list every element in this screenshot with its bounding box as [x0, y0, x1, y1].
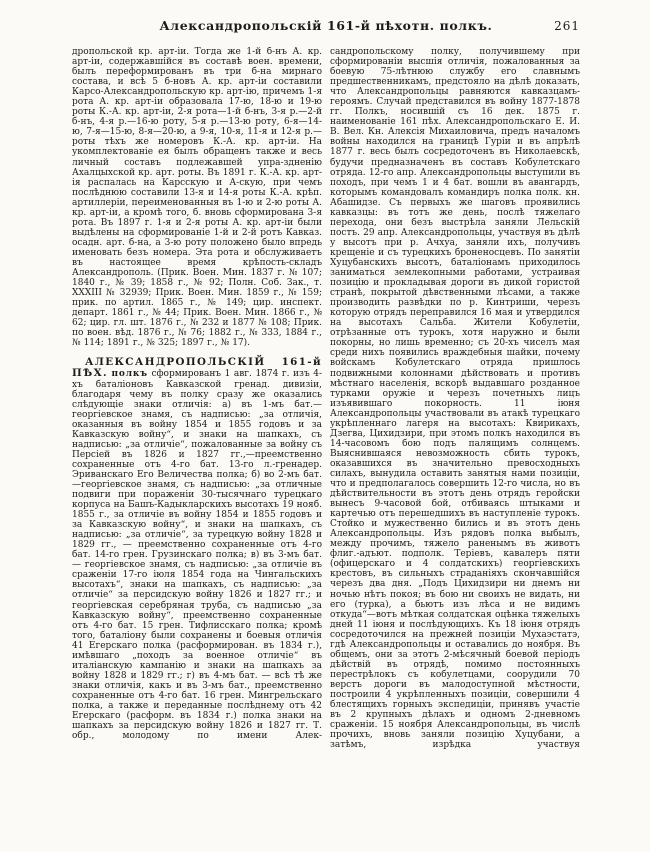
article-body-left: сформированъ 1 авг. 1874 г. изъ 4-хъ баталіоновъ Кавказской гренад. дивизіи, благодаря чему въ полку сразу же оказались слѣдующіе знаки отличія: а) въ 1-мъ бат.—георгіевское знамя, съ надписью: „за отличія, оказанныя въ войну 1854 и 1855 годовъ и за Кавказскую войну“, и знаки на шапкахъ, съ надписью: „за отличіе“, пожалованные за войну съ Персіей въ 1826 и 1827 гг.,—преемственно сохраненные отъ 4-го бат. 13-го л.-гренадер. Эриванскаго Его Величества полка; б) во 2-мъ бат.—георгіевское знамя, съ надписью: „за отличные подвиги при пораженіи 30-тысячнаго турецкаго корпуса на Башъ-Кадыкларскихъ высотахъ 19 нояб. 1855 г., за отличіе въ войну 1854 и 1855 годовъ и за Кавказскую войну“, и знаки на шапкахъ, съ надписью: „за отличіе“, за турецкую войну 1828 и 1829 гг., — преемственно сохраненные отъ 4-го бат. 14-го грен. Грузинскаго полка; в) въ 3-мъ бат. — георгіевское знамя, съ надписью: „за отличіе въ сраженіи 17-го іюля 1854 года на Чингальскихъ высотахъ“, знаки на шапкахъ, съ надписью: „за отличіе“ за персидскую войну 1826 и 1827 гг.; и георгіевская серебряная труба, съ надписью „за Кавказскую войну“, преемственно сохраненные отъ 4-го бат. 15 грен. Тифлисскаго полка; кромѣ того, баталіону были сохранены и боевыя отличія 41 Егерскаго полка (расформирован. въ 1834 г.), имѣвшаго „походъ за военное отличіе“ въ италіанскую кампанію и знаки на шапкахъ за войну 1828 и 1829 гг.; г) въ 4-мъ бат. — всѣ тѣ же знаки отличія, какъ и въ 3-мъ бат., преемственно сохраненные отъ 4-го бат. 16 грен. Мингрельскаго полка, а также и переданные послѣднему отъ 42 Егерскаго (расформ. въ 1834 г.) полка знаки на шапкахъ за персидскую войну 1826 и 1827 гг. Т. обр., молодому по имени Алек- — [72, 369, 322, 742]
running-head-title: Александропольскій 161-й пѣхотн. полкъ. — [159, 18, 493, 33]
regiment-article-paragraph-left — [72, 357, 322, 741]
text-body — [72, 47, 580, 803]
article-title-word: полкъ — [111, 369, 148, 380]
artillery-article-continuation-paragraph: дропольской кр. арт-іи. Тогда же 1-й б-нъ А. кр. арт-іи, содержавшійся въ составѣ воен. времени, былъ переформированъ въ три б-на мирнаго состава, и всѣ 5 б-новъ А. кр. арт-іи составили Карсо-Александропольскую кр. арт-ію, причемъ 1-я рота А. кр. арт-іи образовала 17-ю, 18-ю и 19-ю роты К.-А. кр. арт-іи, 2-я рота—1-й б-нъ, 3-я р.—2-й б-нъ, 4-я р.—16-ю роту, 5-я р.—13-ю роту, 6-я—14-ю, 7-я—15-ю, 8-я—20-ю, а 9-я, 10-я, 11-я и 12-я р.—роты тѣхъ же номеровъ К.-А. кр. арт-іи. На укомплектованіе ея былъ обращенъ также и весь личный составъ подлежавшей упра-здненію Ахалцыхской кр. арт. роты. Въ 1891 г. К.-А. кр. арт-ія распалась на Карсскую и А-скую, при чемъ послѣднюю составили 13-я и 14-я роты К.-А. крѣп. артиллеріи, переименованныя въ 1-ю и 2-ю роты А. кр. арт-іи, а кромѣ того, б. вновь сформирована 3-я рота. Въ 1897 г. 1-я и 2-я роты А. кр. арт-іи были выдѣлены на сформированіе 1-й и 2-й ротъ Кавказ. осадн. арт. б-на, а 3-ю роту положено было впредь именовать безъ номера. Эта рота и обслуживаетъ въ настоящее время крѣпость-складъ Александрополь. (Прик. Воен. Мин. 1837 г. № 107; 1840 г., № 39; 1858 г., № 92; Полн. Соб. Зак., т. XXXIII № 32939; Прик. Воен. Мин. 1859 г., № 159; прик. по артил. 1865 г., № 149; цир. инспект. департ. 1861 г., № 44; Прик. Воен. Мин. 1866 г., № 62; цир. гл. шт. 1876 г., № 232 и 1877 № 108; Прик. по воен. вѣд. 1876 г., № 76; 1882 г., № 333, 1884 г., № 114; 1891 г., № 325; 1897 г., № 17). — [72, 47, 322, 349]
regiment-article-paragraph-right: сандропольскому полку, получившему при сформированіи высшія отличія, пожалованныя за боевую 75-лѣтнюю службу его славнымъ предшественникамъ, предстояло на дѣлѣ доказать, что Александропольцы равняются кавказцамъ-героямъ. Случай представился въ войну 1877-1878 гг. Полкъ, носившій съ 16 дек. 1875 г. наименованіе 161 пѣх. Александропольскаго Е. И. В. Вел. Кн. Алексія Михаиловича, предъ началомъ войны находился на границѣ Гуріи и въ апрѣлѣ 1877 г. весь былъ сосредоточенъ въ Николаевскѣ, будучи предназначенъ въ составъ Кобулетскаго отряда. 12-го апр. Александропольцы выступили въ походъ, при чемъ 1 и 4 бат. вошли въ авангардъ, которымъ командовалъ командиръ полка полк. кн. Абашидзе. Съ первыхъ же шаговъ проявились кавказцы: въ тотъ же день, послѣ тяжелаго перехода, они безъ выстрѣла заняли Лельскій постъ. 29 апр. Александропольцы, участвуя въ дѣлѣ у высотъ при р. Ачхуа, заняли ихъ, получивъ крещеніе и съ турецкихъ броненосцевъ. По занятіи Хуцубанскихъ высотъ, баталіонамъ приходилось заниматься землекопными работами, устраивая позицію и прокладывая дороги въ дикой гористой странѣ, покрытой дѣвственными лѣсами, а также производить развѣдки по р. Кинтриши, черезъ которую отрядъ переправился 16 мая и утвердился на высотахъ Сальба. Жители Кобулетіи, отрѣзанные отъ турокъ, хотя наружно и были покорны, но лишь временно; съ 20-хъ чиселъ мая среди нихъ появились враждебныя шайки, почему войскамъ Кобулетскаго отряда пришлось подвижными колоннами дѣйствовать и противъ мѣстнаго населенія, вскорѣ выдавшаго розданное турками оружіе и черезъ почетныхъ лицъ изъявившаго покорность. 11 іюня Александропольцы участвовали въ атакѣ турецкаго укрѣпленнаго лагеря на высотахъ: Квирикахъ, Дзегва, Цихидзири, при этомъ полкъ находился въ 14-часовомъ бою подъ палящимъ солнцемъ. Выяснившаяся невозможность сбить турокъ, оказавшихся въ значительно превосходныхъ силахъ, вынудила оставить занятыя нами позиціи, что и предполагалось совершить 12-го числа, но въ дѣйствительности въ этотъ день отрядъ геройски вынесъ 9-часовой бой, отбиваясь штыками и картечью отъ перешедшихъ въ наступленіе турокъ. Стойко и мужественно бились и въ этотъ день Александропольцы. Изъ рядовъ полка выбылъ, между прочимъ, тяжело раненымъ въ животъ флиг.-адъют. подполк. Теріевъ, кавалеръ пяти (офицерскаго и 4 солдатскихъ) георгіевскихъ крестовъ, въ сильныхъ страданіяхъ скончавшійся черезъ два дня. „Подъ Цихидзири ни днемъ ни ночью нѣтъ покоя; въ бою ни своихъ не видать, ни его (турка), а бьютъ изъ лѣса и не видимъ откуда“—вотъ мѣткая солдатская оцѣнка тяжелыхъ дней 11 іюня и послѣдующихъ. Къ 18 іюня отрядъ сосредоточился на прежней позиціи Мухаэстатэ, гдѣ Александропольцы и оставались до ноября. Въ общемъ, они за этотъ 2-мѣсячный боевой періодъ дѣйствій въ отрядѣ, помимо постоянныхъ перестрѣлокъ съ кобулетцами, соорудили 70 верстъ дороги въ малодоступной мѣстности, построили 4 укрѣпленныхъ позиціи, совершили 4 блестящихъ горныхъ экспедиціи, принявъ участіе въ 2 крупныхъ дѣлахъ и одномъ 2-дневномъ сраженіи. 15 ноября Александропольцы, въ числѣ прочихъ, вновь заняли позицію Хуцубани, а затѣмъ, изрѣдка участвуя — [330, 47, 580, 751]
page-header — [72, 18, 580, 34]
left-column — [72, 47, 322, 803]
article-title-caps: АЛЕКСАНДРОПОЛЬСКІЙ 161-й ПѢХ. — [72, 356, 322, 380]
page-number: 261 — [554, 19, 580, 33]
right-column — [330, 47, 580, 803]
